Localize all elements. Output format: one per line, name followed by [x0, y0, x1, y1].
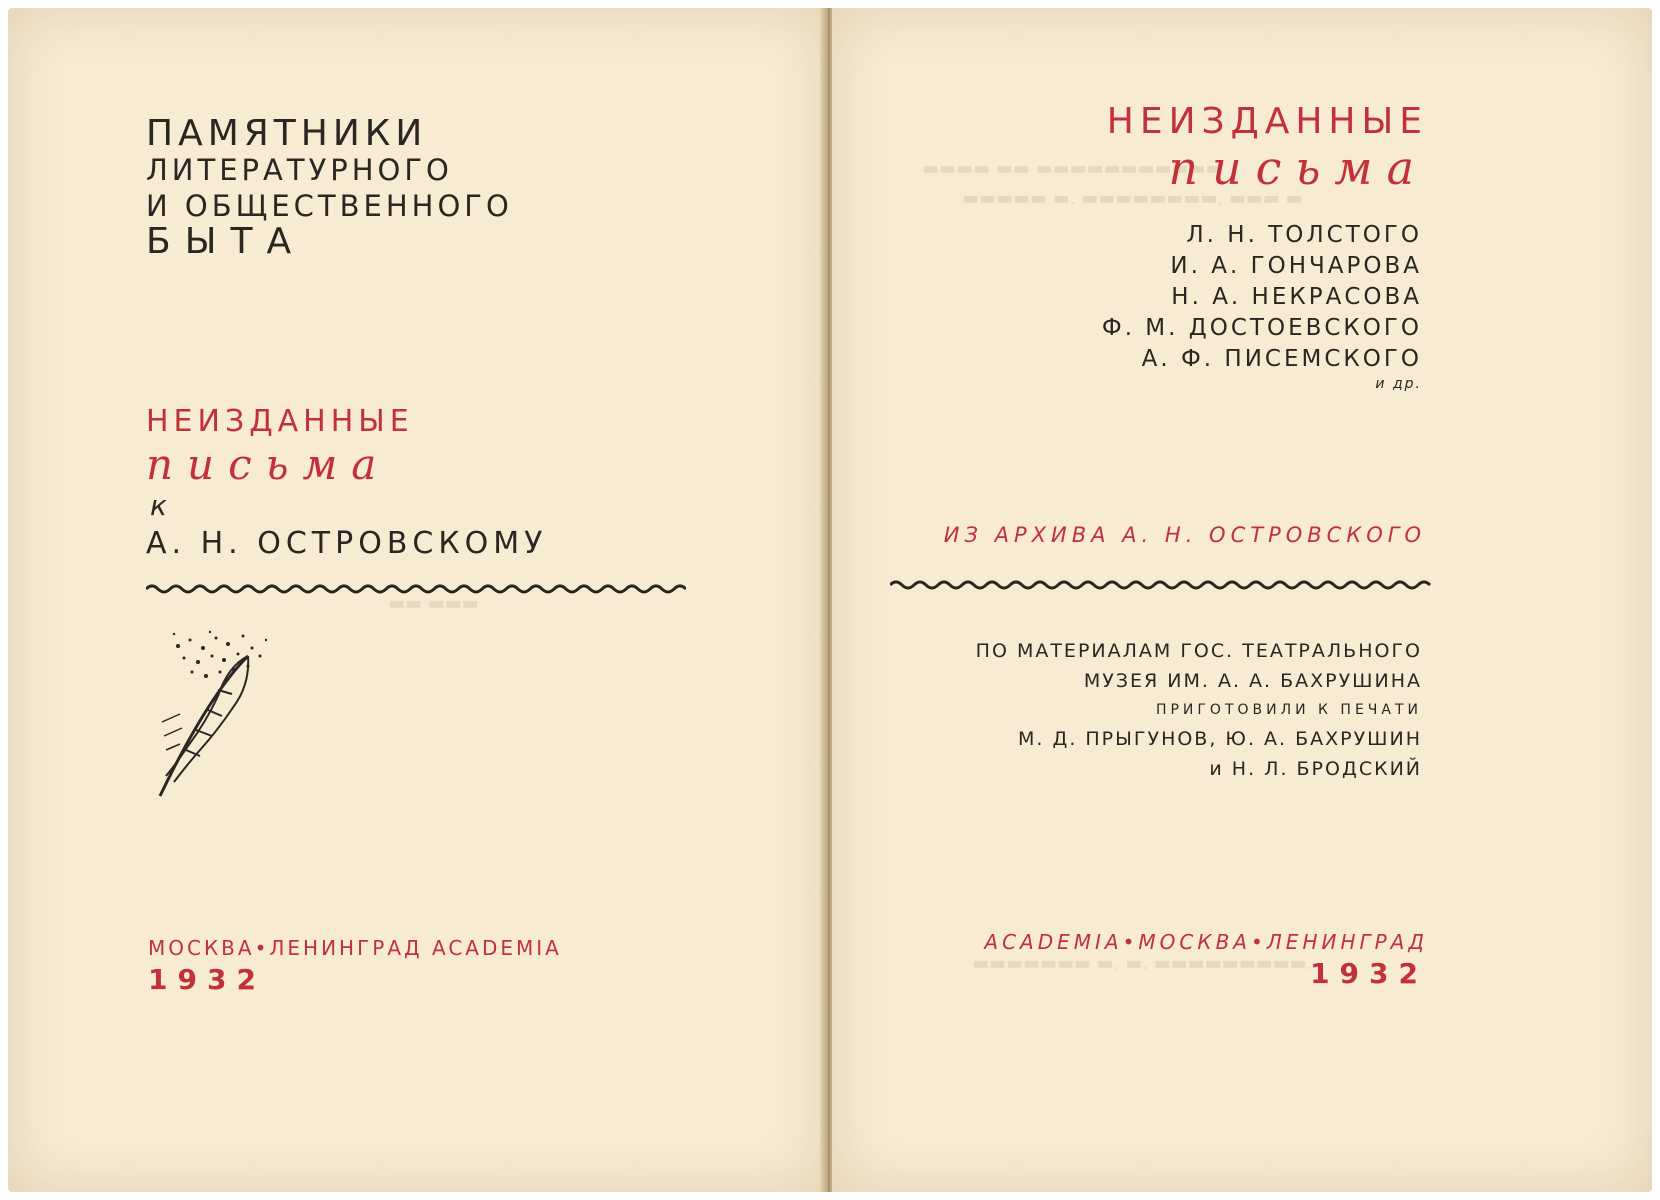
- right-title-line-1: НЕИЗДАННЫЕ: [1106, 101, 1428, 142]
- series-line-2: ЛИТЕРАТУРНОГО: [146, 153, 453, 187]
- editors-line-2: и Н. Л. БРОДСКИЙ: [1209, 758, 1422, 780]
- right-imprint: ACADEMIA•МОСКВА•ЛЕНИНГРАД: [984, 930, 1428, 954]
- right-book-title: [1106, 100, 1428, 195]
- author-5: А. Ф. ПИСЕМСКОГО: [1141, 346, 1422, 372]
- show-through: ▬▬ ▬▬▬: [388, 593, 479, 614]
- show-through-3: ▬▬▬▬▬▬▬ ▬. ▬. ▬▬▬▬▬▬▬▬▬.: [972, 953, 1313, 974]
- author-2: И. А. ГОНЧАРОВА: [1170, 253, 1422, 279]
- author-list: [1102, 220, 1422, 393]
- left-imprint: МОСКВА•ЛЕНИНГРАД ACADEMIA: [148, 936, 562, 960]
- author-4: Ф. М. ДОСТОЕВСКОГО: [1101, 315, 1422, 341]
- editors-line-1: М. Д. ПРЫГУНОВ, Ю. А. БАХРУШИН: [1018, 728, 1422, 750]
- left-title-line-3: к: [150, 489, 167, 522]
- series-line-3: И ОБЩЕСТВЕННОГО: [146, 189, 513, 223]
- author-3: Н. А. НЕКРАСОВА: [1171, 284, 1422, 310]
- materials-line-2: МУЗЕЯ ИМ. А. А. БАХРУШИНА: [1083, 670, 1422, 692]
- show-through-1: ▬▬▬▬ ▬▬ ▬▬▬▬▬▬▬▬▬▬▬: [922, 158, 1223, 179]
- quill-pen-icon: [148, 626, 288, 806]
- book-spread: [8, 8, 1652, 1192]
- left-title-line-4: А. Н. ОСТРОВСКОМУ: [146, 526, 548, 561]
- credits: [976, 636, 1422, 784]
- left-page: [8, 8, 826, 1192]
- left-wavy-rule: [146, 578, 686, 600]
- left-year: 1932: [148, 963, 266, 996]
- series-line-1: ПАМЯТНИКИ: [146, 113, 428, 154]
- prepared-line: ПРИГОТОВИЛИ К ПЕЧАТИ: [1155, 702, 1422, 718]
- series-title: [146, 113, 513, 262]
- archive-line: ИЗ АРХИВА А. Н. ОСТРОВСКОГО: [943, 523, 1426, 547]
- right-title-line-2: письма: [1168, 141, 1428, 195]
- left-book-title: [146, 404, 547, 566]
- series-line-4: БЫТА: [146, 221, 306, 262]
- left-title-line-1: НЕИЗДАННЫЕ: [146, 404, 414, 439]
- author-1: Л. Н. ТОЛСТОГО: [1186, 222, 1422, 248]
- materials-line-1: ПО МАТЕРИАЛАМ ГОС. ТЕАТРАЛЬНОГО: [975, 640, 1422, 662]
- right-page: [832, 8, 1652, 1192]
- right-year: 1932: [1310, 957, 1428, 990]
- left-title-line-2: письма: [146, 440, 391, 489]
- etc-note: и др.: [1375, 376, 1422, 392]
- right-wavy-rule: [890, 574, 1435, 596]
- show-through-2: ▬▬▬▬▬ ▬. ▬▬▬▬▬▬▬▬, ▬▬▬ ▬: [962, 188, 1303, 209]
